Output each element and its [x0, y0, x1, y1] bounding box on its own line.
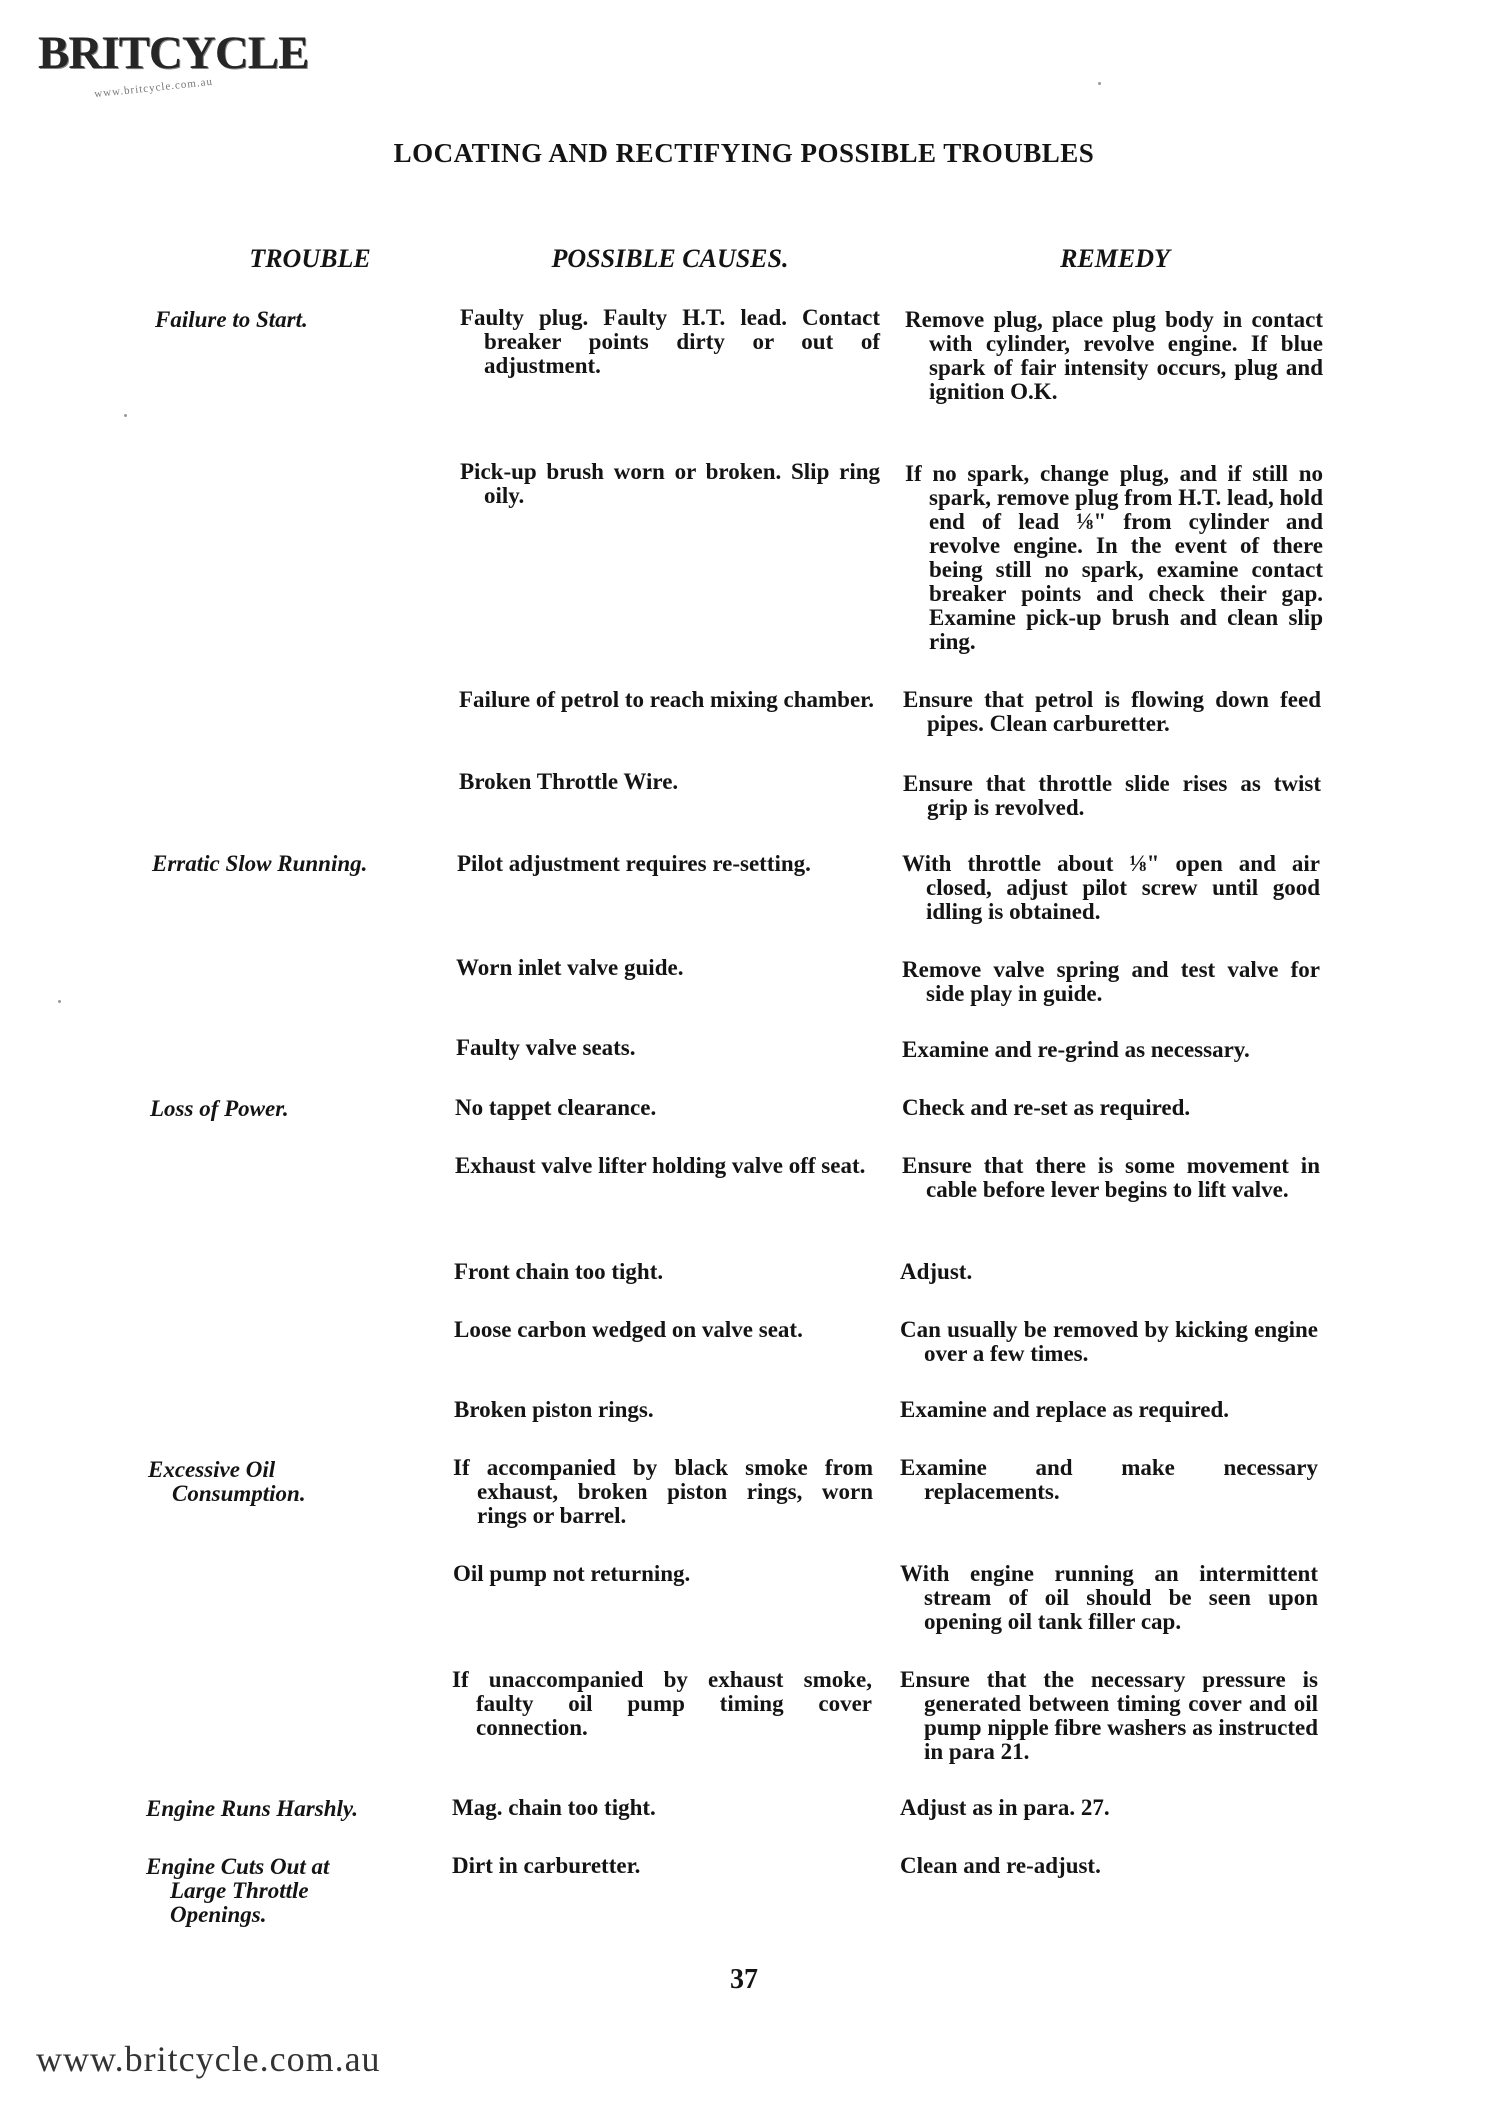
page-title: LOCATING AND RECTIFYING POSSIBLE TROUBLES: [393, 138, 1095, 168]
cause-text: No tappet clearance.: [455, 1095, 657, 1120]
cause-text: If unaccompanied by exhaust smoke, faulty oil pump timing cover connection.: [452, 1667, 872, 1740]
remedy-text: Adjust as in para. 27.: [900, 1795, 1110, 1820]
remedy-text: Ensure that there is some movement in cable before lever begins to lift valve.: [902, 1153, 1320, 1202]
trouble-label: Excessive Oil: [148, 1457, 276, 1482]
speck: [1098, 82, 1101, 85]
column-header-trouble: TROUBLE: [249, 244, 371, 273]
britcycle-logo: [38, 27, 309, 101]
remedy-text: Adjust.: [900, 1259, 973, 1284]
remedy-text: Clean and re-adjust.: [900, 1853, 1101, 1878]
cause-text: Faulty valve seats.: [456, 1035, 636, 1060]
trouble-label-line2: Large Throttle: [170, 1878, 309, 1903]
trouble-label: Engine Runs Harshly.: [146, 1796, 358, 1821]
cause-text: Worn inlet valve guide.: [456, 955, 684, 980]
cause-text: Faulty plug. Faulty H.T. lead. Contact breaker points dirty or out of adjustment.: [460, 305, 880, 378]
page-number: 37: [730, 1964, 758, 1995]
remedy-text: With throttle about ⅛" open and air closed, adjust pilot screw until good idling is obtained.: [902, 851, 1320, 924]
cause-text: Exhaust valve lifter holding valve off seat.: [455, 1153, 866, 1178]
column-header-causes: POSSIBLE CAUSES.: [551, 244, 789, 273]
trouble-loss-of-power: [150, 1097, 410, 1121]
footer-url: www.britcycle.com.au: [36, 2039, 381, 2079]
remedy-text: If no spark, change plug, and if still no spark, remove plug from H.T. lead, hold end of lead ⅛" from cylinder and revolve engine. In the event of there being still no spark, examine contact breaker points and check their gap. Examine pick-up brush and clean slip ring.: [905, 461, 1323, 654]
remedy-text: Remove valve spring and test valve for side play in guide.: [902, 957, 1320, 1006]
cause-text: Front chain too tight.: [454, 1259, 664, 1284]
trouble-excessive-oil-consumption: [148, 1458, 408, 1506]
remedy-text: Examine and re-grind as necessary.: [902, 1037, 1250, 1062]
trouble-label-line2: Consumption.: [172, 1481, 306, 1506]
remedy-text: With engine running an intermittent stream of oil should be seen upon opening oil tank filler cap.: [900, 1561, 1318, 1634]
cause-text: Mag. chain too tight.: [452, 1795, 656, 1820]
remedy-text: Remove plug, place plug body in contact with cylinder, revolve engine. If blue spark of fair intensity occurs, plug and ignition O.K.: [905, 307, 1323, 404]
trouble-engine-runs-harshly: [146, 1797, 406, 1821]
trouble-engine-cuts-out: [146, 1855, 406, 1927]
trouble-label: Erratic Slow Running.: [152, 851, 368, 876]
remedy-text: Examine and replace as required.: [900, 1397, 1230, 1422]
cause-text: Broken piston rings.: [454, 1397, 654, 1422]
remedy-text: Ensure that throttle slide rises as twist grip is revolved.: [903, 771, 1321, 820]
cause-text: If accompanied by black smoke from exhaust, broken piston rings, worn rings or barrel.: [453, 1455, 873, 1528]
column-header-remedy: REMEDY: [1060, 244, 1170, 273]
remedy-text: Examine and make necessary replacements.: [900, 1455, 1318, 1504]
cause-text: Loose carbon wedged on valve seat.: [454, 1317, 803, 1342]
speck: [58, 1000, 61, 1003]
cause-text: Broken Throttle Wire.: [459, 769, 679, 794]
cause-text: Failure of petrol to reach mixing chamber.: [459, 687, 875, 712]
trouble-label: Engine Cuts Out at: [146, 1854, 330, 1879]
trouble-erratic-slow-running: [152, 852, 412, 876]
remedy-text: Check and re-set as required.: [902, 1095, 1191, 1120]
logo-wordmark: BRITCYCLE: [38, 27, 309, 79]
remedy-text: Can usually be removed by kicking engine over a few times.: [900, 1317, 1318, 1366]
remedy-text: Ensure that the necessary pressure is generated between timing cover and oil pump nipple fibre washers as instructed in para 21.: [900, 1667, 1318, 1764]
trouble-failure-to-start: [155, 308, 415, 332]
trouble-label: Failure to Start.: [155, 307, 308, 332]
cause-text: Pilot adjustment requires re-setting.: [457, 851, 811, 876]
cause-text: Pick-up brush worn or broken. Slip ring oily.: [460, 459, 880, 508]
remedy-text: Ensure that petrol is flowing down feed pipes. Clean carburetter.: [903, 687, 1321, 736]
speck: [124, 414, 127, 417]
trouble-label: Loss of Power.: [150, 1096, 289, 1121]
cause-text: Dirt in carburetter.: [452, 1853, 641, 1878]
trouble-label-line3: Openings.: [170, 1902, 267, 1927]
cause-text: Oil pump not returning.: [453, 1561, 691, 1586]
logo-subtext: www.britcycle.com.au: [93, 75, 214, 101]
